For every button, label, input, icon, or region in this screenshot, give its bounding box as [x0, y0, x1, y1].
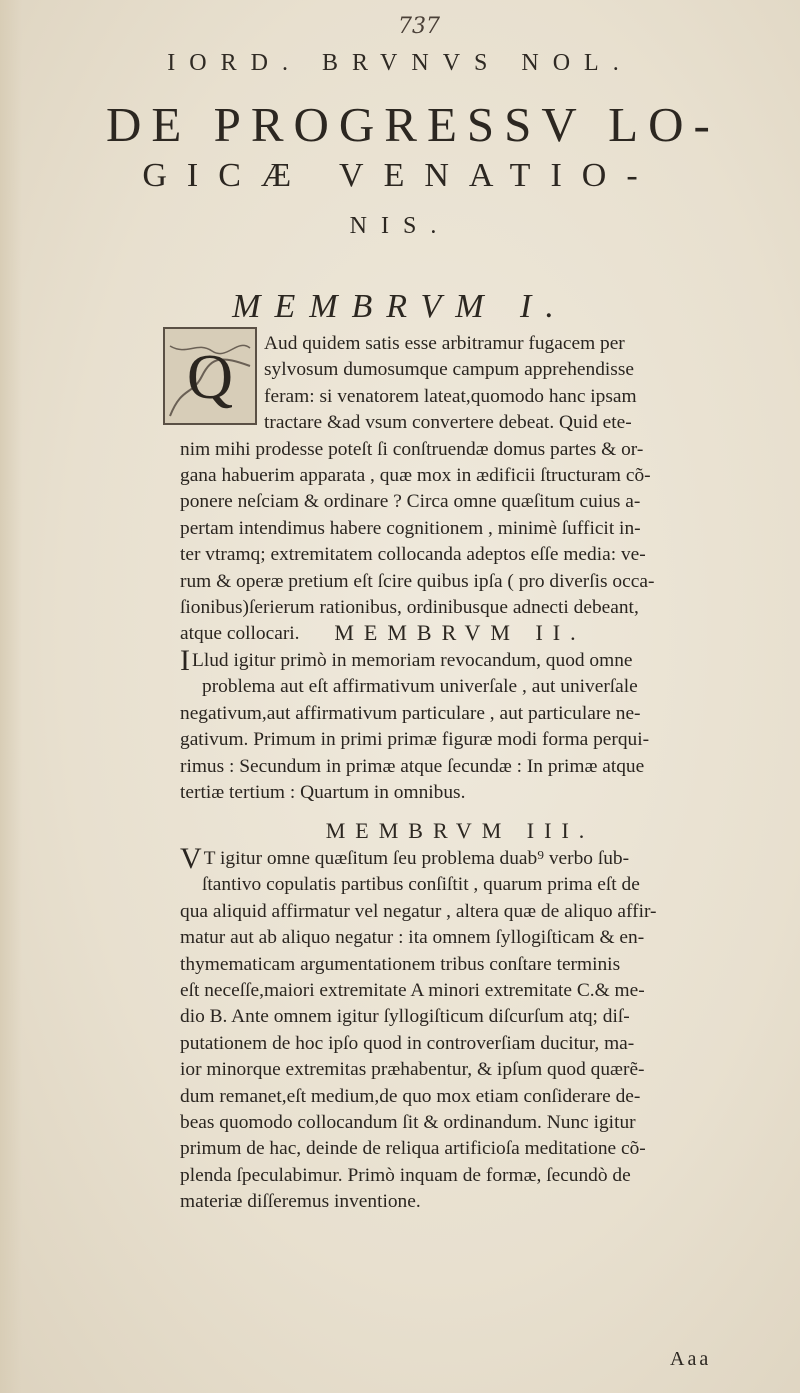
- text-line: problema aut eſt affirmativum univerſale , aut univerſale: [202, 676, 638, 698]
- text-line: plenda ſpeculabimur. Primò inquam de formæ, ſecundò de: [180, 1164, 631, 1186]
- text-line: dio B. Ante omnem igitur ſyllogiſticum diſcurſum atq; diſ-: [180, 1006, 630, 1028]
- text-line: tractare &ad vsum convertere debeat. Quid ete-: [264, 412, 632, 434]
- section-3-heading: MEMBRVM III.: [325, 818, 595, 843]
- text-line: dum remanet,eſt medium,de quo mox etiam conſiderare de-: [180, 1085, 641, 1107]
- title-line-1: DE PROGRESSV LO-: [106, 97, 720, 152]
- text-line: sylvosum dumosumque campum apprehendisse: [264, 359, 634, 381]
- text-line: matur aut ab aliquo negatur : ita omnem ſyllogiſticam & en-: [180, 927, 645, 949]
- text-line: T igitur omne quæſitum ſeu problema duab⁹ verbo ſub-: [203, 848, 630, 869]
- section-1-text: [180, 331, 740, 648]
- page-gutter-shadow: [0, 0, 22, 1393]
- text-line: negativum,aut affirmativum particulare , aut particulare ne-: [180, 702, 641, 724]
- text-line: Llud igitur primò in memoriam revocandum, quod omne: [192, 650, 633, 671]
- handwritten-page-number: 737: [398, 14, 440, 39]
- section-3-text: [180, 842, 740, 1216]
- author-line: IORD. BRVNVS NOL.: [167, 50, 633, 76]
- text-line: gana habuerim apparata , quæ mox in ædificii ſtructuram cõ-: [180, 465, 651, 487]
- text-line: nim mihi prodesse poteſt ſi conſtruendæ domus partes & or-: [180, 438, 644, 460]
- text-line: rum & operæ pretium eſt ſcire quibus ipſa ( pro diverſis occa-: [180, 570, 655, 592]
- text-line: ſtantivo copulatis partibus conſiſtit , quarum prima eſt de: [202, 874, 640, 896]
- initial-letter: Q: [186, 341, 234, 412]
- text-line: beas quomodo collocandum ſit & ordinandum. Nunc igitur: [180, 1112, 636, 1134]
- text-line: primum de hac, deinde de reliqua artificioſa meditatione cõ-: [180, 1138, 646, 1160]
- section-1-heading: MEMBRVM I.: [232, 288, 568, 325]
- section-2-heading: MEMBRVM II.: [334, 620, 586, 645]
- text-line: qua aliquid affirmatur vel negatur , altera quæ de aliquo affir-: [180, 900, 657, 922]
- text-line: tertiæ tertium : Quartum in omnibus.: [180, 782, 466, 804]
- dropcap-letter: V: [180, 842, 202, 875]
- text-line: materiæ diſſeremus inventione.: [180, 1191, 421, 1213]
- text-line: eſt neceſſe,maiori extremitate A minori extremitate C.& me-: [180, 980, 645, 1002]
- section-2-text: [180, 644, 740, 806]
- title-line-3: NIS.: [349, 213, 451, 239]
- text-line: putationem de hoc ipſo quod in controverſiam ducitur, ma-: [180, 1032, 635, 1054]
- text-line: gativum. Primum in primi primæ figuræ modi forma perqui-: [180, 729, 650, 751]
- title-line-2: GICÆ VENATIO-: [142, 157, 658, 194]
- text-line: atque collocari.: [180, 623, 300, 645]
- text-line: ſionibus)ſerierum rationibus, ordinibusque adnecti debeant,: [180, 597, 639, 619]
- text-line: pertam intendimus habere cognitionem , minimè ſufficit in-: [180, 517, 641, 539]
- text-line: Aud quidem satis esse arbitramur fugacem per: [264, 333, 625, 354]
- text-line: feram: si venatorem lateat,quomodo hanc ipsam: [264, 385, 637, 407]
- text-line: ter vtramq; extremitatem collocanda adeptos eſſe media: ve-: [180, 544, 646, 566]
- dropcap-letter: I: [180, 644, 190, 677]
- text-line: ior minorque extremitas præhabentur, & ipſum quod quærẽ-: [180, 1059, 645, 1081]
- text-line: rimus : Secundum in primæ atque ſecundæ : In primæ atque: [180, 755, 645, 777]
- text-line: thymematicam argumentationem tribus conſtare terminis: [180, 953, 621, 975]
- text-line: ponere neſciam & ordinare ? Circa omne quæſitum cuius a-: [180, 491, 641, 513]
- catchword: Aaa: [670, 1348, 712, 1370]
